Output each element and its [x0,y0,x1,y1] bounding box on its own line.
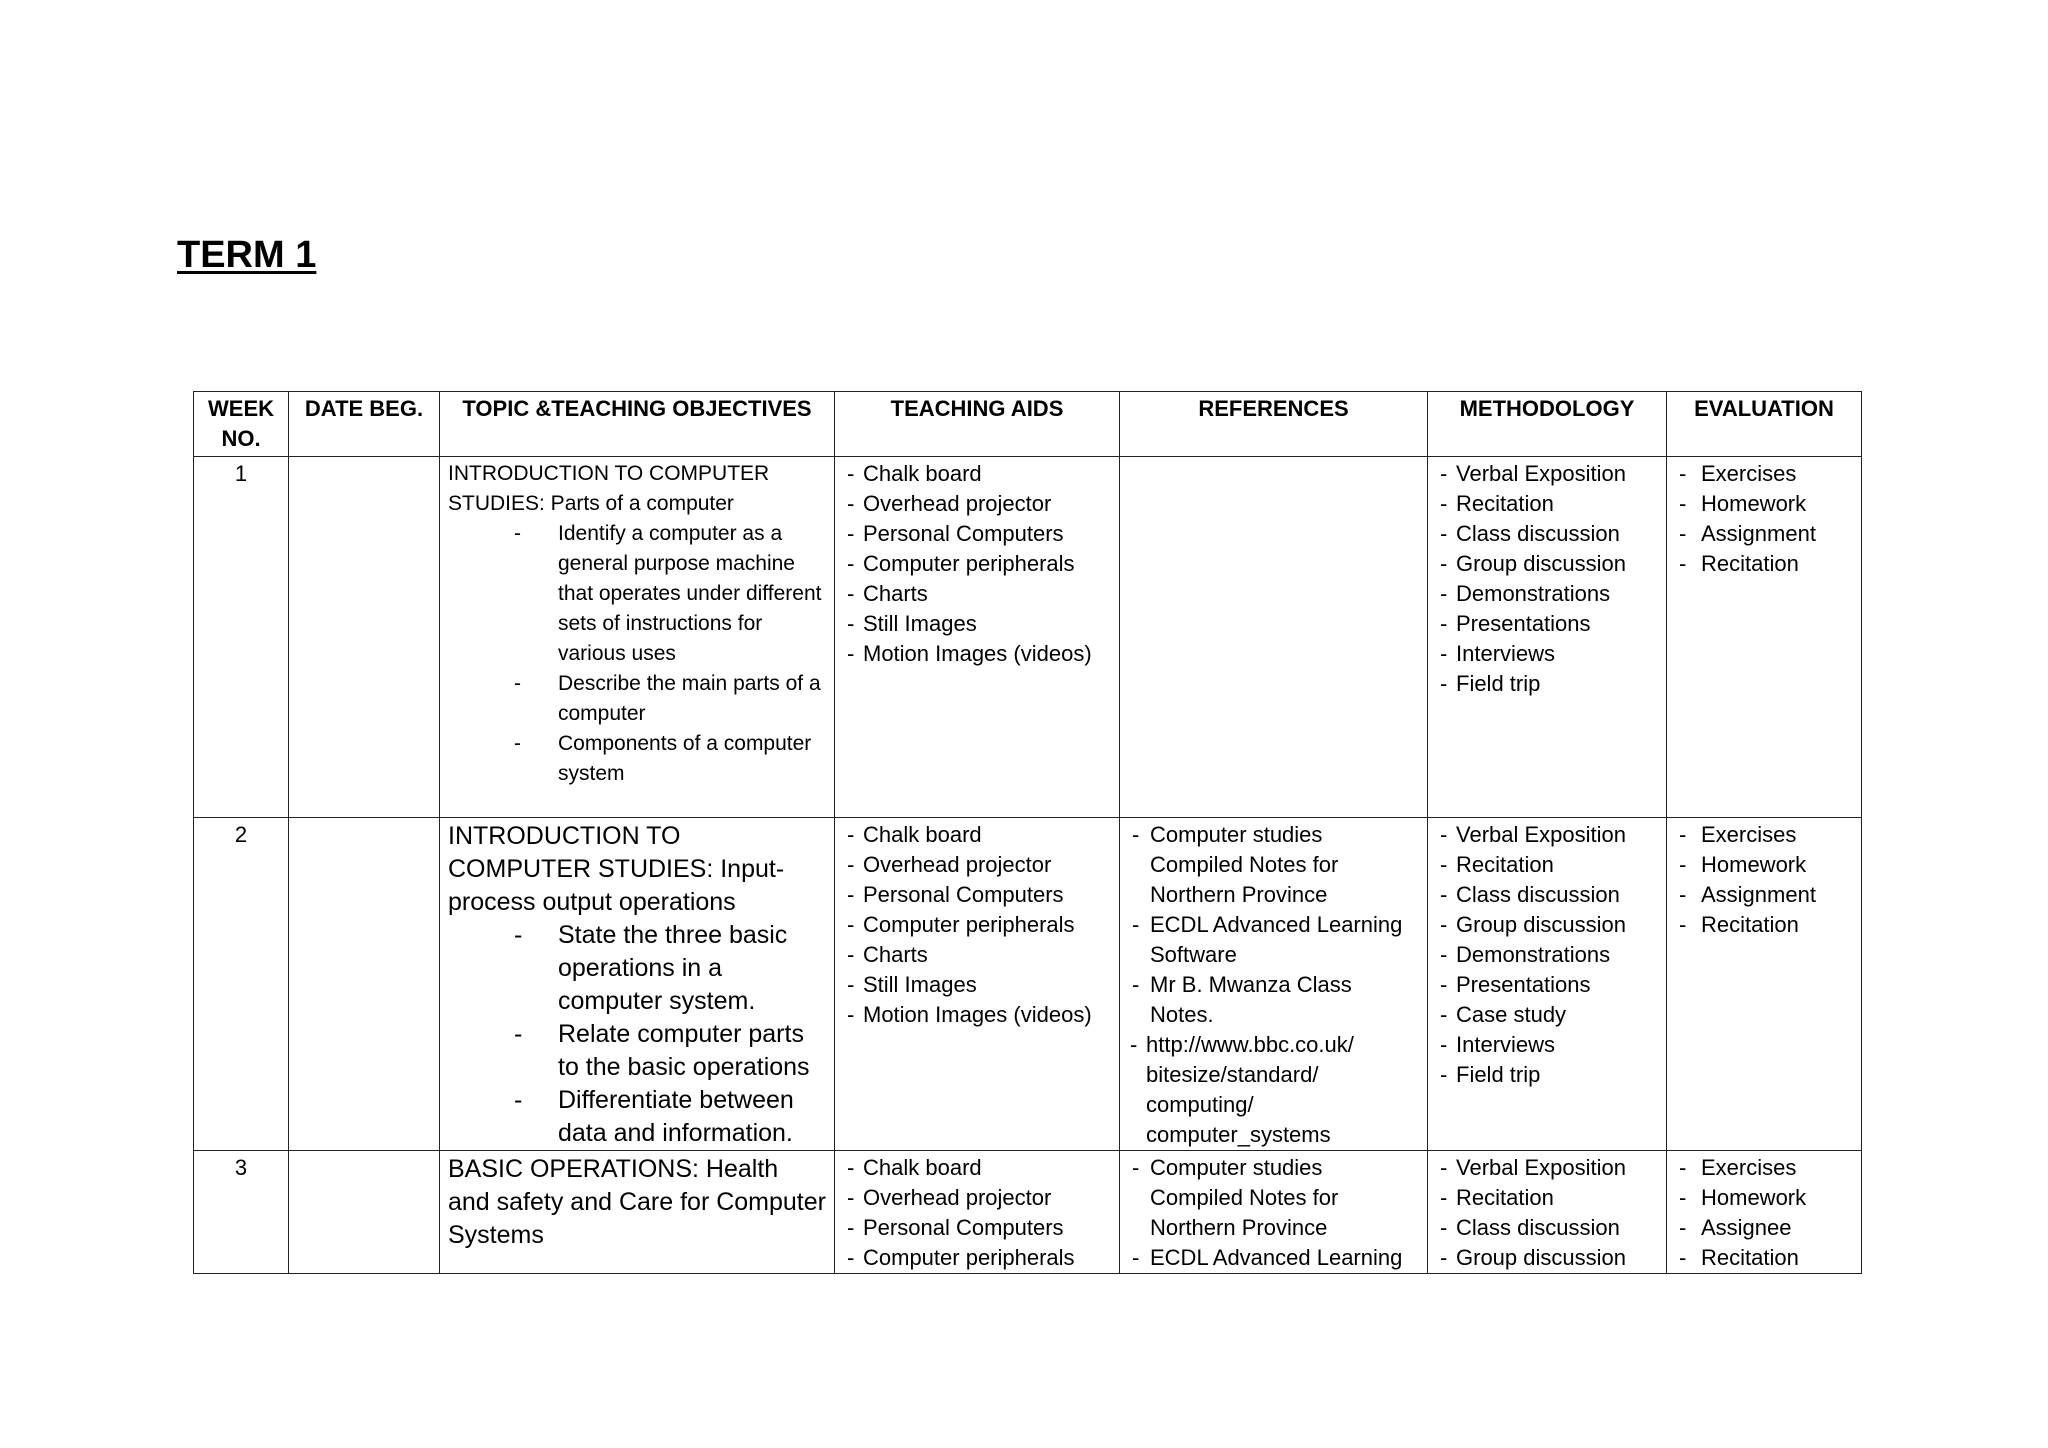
dash-bullet-icon: - [847,641,855,666]
dash-bullet-icon: - [847,822,855,847]
aids-text: Computer peripherals [863,912,1075,937]
dash-bullet-icon: - [847,581,855,606]
aids-text: Chalk board [863,1155,982,1180]
evaluation-item [1675,1153,1853,1183]
aids-text: Computer peripherals [863,551,1075,576]
aids-list [843,820,1111,1030]
aids-item [843,609,1111,639]
objective-text: Differentiate between data and information. [558,1086,794,1147]
topic-cell [440,1151,835,1274]
methodology-item [1436,850,1658,880]
methodology-text: Group discussion [1456,1245,1626,1270]
evaluation-text: Assignment [1701,882,1816,907]
aids-text: Chalk board [863,461,982,486]
dash-bullet-icon: - [1679,1215,1687,1240]
aids-item [843,519,1111,549]
evaluation-list [1675,820,1853,940]
references-item [1128,820,1419,910]
evaluation-item [1675,880,1853,910]
aids-text: Still Images [863,972,977,997]
dash-bullet-icon: - [847,1002,855,1027]
column-header-teaching-aids: TEACHING AIDS [835,392,1120,457]
methodology-item [1436,1060,1658,1090]
aids-text: Motion Images (videos) [863,641,1092,666]
week-number-cell: 2 [194,818,289,1151]
objectives-list [448,919,826,1150]
dash-bullet-icon: - [1440,1062,1448,1087]
dash-bullet-icon: - [1132,1245,1140,1270]
dash-bullet-icon: - [1440,942,1448,967]
dash-bullet-icon: - [847,1185,855,1210]
methodology-cell [1428,457,1667,818]
aids-item [843,1243,1111,1273]
references-text: ECDL Advanced Learning Software [1150,912,1403,967]
aids-item [843,459,1111,489]
aids-list [843,1153,1111,1273]
dash-bullet-icon: - [1440,1245,1448,1270]
methodology-item [1436,639,1658,669]
methodology-item [1436,970,1658,1000]
dash-bullet-icon: - [1440,1185,1448,1210]
aids-text: Chalk board [863,822,982,847]
column-header-references: REFERENCES [1120,392,1428,457]
dash-bullet-icon: - [1440,671,1448,696]
dash-bullet-icon: - [1679,822,1687,847]
column-header-topic: TOPIC &TEACHING OBJECTIVES [440,392,835,457]
methodology-text: Interviews [1456,1032,1556,1057]
dash-bullet-icon: - [1132,822,1140,847]
aids-text: Overhead projector [863,1185,1052,1210]
evaluation-item [1675,850,1853,880]
aids-item [843,1000,1111,1030]
references-text: Mr B. Mwanza Class Notes. [1150,972,1352,1027]
references-item [1128,910,1419,970]
week-number-cell: 3 [194,1151,289,1274]
methodology-text: Class discussion [1456,882,1620,907]
column-header-week: WEEK NO. [194,392,289,457]
objective-item [448,1018,826,1084]
aids-text: Computer peripherals [863,1245,1075,1270]
methodology-item [1436,489,1658,519]
dash-bullet-icon: - [1679,852,1687,877]
dash-bullet-icon: - [1679,882,1687,907]
dash-bullet-icon: - [514,1086,523,1114]
methodology-cell [1428,818,1667,1151]
aids-text: Personal Computers [863,1215,1064,1240]
teaching-aids-cell [835,457,1120,818]
dash-bullet-icon: - [1440,581,1448,606]
objective-text: Relate computer parts to the basic operations [558,1020,810,1081]
references-list [1128,1153,1419,1273]
aids-text: Motion Images (videos) [863,1002,1092,1027]
methodology-item [1436,1243,1658,1273]
aids-item [843,970,1111,1000]
methodology-cell [1428,1151,1667,1274]
topic-title: BASIC OPERATIONS: Health and safety and Care for Computer Systems [448,1155,826,1249]
column-header-evaluation: EVALUATION [1667,392,1862,457]
evaluation-item [1675,910,1853,940]
evaluation-item [1675,1183,1853,1213]
evaluation-text: Recitation [1701,551,1799,576]
date-begin-cell [289,1151,440,1274]
methodology-text: Class discussion [1456,521,1620,546]
objectives-list [448,519,826,789]
dash-bullet-icon: - [1440,611,1448,636]
objective-text: Identify a computer as a general purpose machine that operates under different sets of instructions for various uses [558,522,822,665]
dash-bullet-icon: - [1679,491,1687,516]
aids-item [843,549,1111,579]
teaching-aids-cell [835,1151,1120,1274]
column-header-methodology: METHODOLOGY [1428,392,1667,457]
aids-text: Overhead projector [863,852,1052,877]
dash-bullet-icon: - [1440,972,1448,997]
references-text: Computer studies Compiled Notes for Northern Province [1150,1155,1339,1240]
aids-item [843,639,1111,669]
aids-list [843,459,1111,669]
dash-bullet-icon: - [847,882,855,907]
scheme-of-work-table [193,391,1862,1274]
methodology-item [1436,459,1658,489]
methodology-item [1436,940,1658,970]
methodology-text: Case study [1456,1002,1567,1027]
date-begin-cell [289,818,440,1151]
objective-item [448,669,826,729]
teaching-aids-cell [835,818,1120,1151]
methodology-item [1436,669,1658,699]
methodology-item [1436,519,1658,549]
dash-bullet-icon: - [1679,912,1687,937]
evaluation-item [1675,1213,1853,1243]
evaluation-text: Recitation [1701,1245,1799,1270]
dash-bullet-icon: - [847,1215,855,1240]
aids-item [843,1153,1111,1183]
methodology-list [1436,459,1658,699]
dash-bullet-icon: - [847,491,855,516]
aids-text: Personal Computers [863,521,1064,546]
methodology-text: Demonstrations [1456,581,1611,606]
evaluation-list [1675,459,1853,579]
dash-bullet-icon: - [1440,521,1448,546]
methodology-text: Presentations [1456,611,1591,636]
methodology-item [1436,820,1658,850]
references-text: http://www.bbc.co.uk/ bitesize/standard/ computing/ computer_systems [1146,1032,1354,1147]
methodology-item [1436,1213,1658,1243]
references-cell [1120,1151,1428,1274]
dash-bullet-icon: - [1440,1215,1448,1240]
dash-bullet-icon: - [847,551,855,576]
references-item [1128,970,1419,1030]
table-row [194,457,1862,818]
methodology-list [1436,1153,1658,1273]
dash-bullet-icon: - [1679,1155,1687,1180]
evaluation-item [1675,459,1853,489]
methodology-item [1436,1153,1658,1183]
aids-item [843,489,1111,519]
methodology-text: Field trip [1456,671,1541,696]
evaluation-item [1675,519,1853,549]
evaluation-text: Exercises [1701,461,1797,486]
objective-item [448,919,826,1018]
references-item [1128,1243,1419,1273]
methodology-item [1436,880,1658,910]
evaluation-text: Homework [1701,1185,1807,1210]
objective-text: Describe the main parts of a computer [558,672,821,725]
dash-bullet-icon: - [1679,1185,1687,1210]
methodology-item [1436,910,1658,940]
dash-bullet-icon: - [1440,551,1448,576]
topic-title: INTRODUCTION TO COMPUTER STUDIES: Parts of a computer [448,462,770,515]
methodology-item [1436,609,1658,639]
objective-item [448,729,826,789]
date-begin-cell [289,457,440,818]
evaluation-text: Assignee [1701,1215,1792,1240]
dash-bullet-icon: - [1440,641,1448,666]
objective-item [448,519,826,669]
aids-text: Charts [863,581,928,606]
references-list [1128,820,1419,1150]
dash-bullet-icon: - [514,921,523,949]
evaluation-item [1675,1243,1853,1273]
methodology-text: Interviews [1456,641,1556,666]
dash-bullet-icon: - [847,611,855,636]
dash-bullet-icon: - [847,521,855,546]
evaluation-cell [1667,818,1862,1151]
aids-item [843,850,1111,880]
dash-bullet-icon: - [1440,882,1448,907]
objective-item [448,1084,826,1150]
methodology-text: Verbal Exposition [1456,461,1626,486]
aids-text: Charts [863,942,928,967]
methodology-item [1436,1030,1658,1060]
dash-bullet-icon: - [847,972,855,997]
topic-cell [440,457,835,818]
methodology-text: Verbal Exposition [1456,822,1626,847]
methodology-text: Class discussion [1456,1215,1620,1240]
dash-bullet-icon: - [1440,1155,1448,1180]
methodology-text: Group discussion [1456,551,1626,576]
evaluation-text: Exercises [1701,1155,1797,1180]
evaluation-list [1675,1153,1853,1273]
column-header-date: DATE BEG. [289,392,440,457]
aids-item [843,880,1111,910]
methodology-text: Recitation [1456,1185,1554,1210]
dash-bullet-icon: - [847,1155,855,1180]
page-title: TERM 1 [177,234,317,276]
dash-bullet-icon: - [1132,972,1140,997]
dash-bullet-icon: - [847,942,855,967]
aids-text: Still Images [863,611,977,636]
dash-bullet-icon: - [1440,822,1448,847]
dash-bullet-icon: - [1440,912,1448,937]
methodology-text: Field trip [1456,1062,1541,1087]
methodology-item [1436,549,1658,579]
methodology-text: Presentations [1456,972,1591,997]
dash-bullet-icon: - [1679,551,1687,576]
topic-title: INTRODUCTION TO COMPUTER STUDIES: Input-process output operations [448,822,785,916]
dash-bullet-icon: - [1132,912,1140,937]
methodology-text: Verbal Exposition [1456,1155,1626,1180]
dash-bullet-icon: - [1440,1002,1448,1027]
evaluation-text: Assignment [1701,521,1816,546]
dash-bullet-icon: - [847,1245,855,1270]
evaluation-text: Exercises [1701,822,1797,847]
dash-bullet-icon: - [1440,852,1448,877]
dash-bullet-icon: - [514,1020,523,1048]
references-text: Computer studies Compiled Notes for Northern Province [1150,822,1339,907]
aids-item [843,820,1111,850]
dash-bullet-icon: - [514,672,521,695]
dash-bullet-icon: - [1130,1032,1138,1057]
aids-item [843,1183,1111,1213]
dash-bullet-icon: - [1440,1032,1448,1057]
methodology-item [1436,1000,1658,1030]
references-cell [1120,457,1428,818]
aids-item [843,910,1111,940]
references-item [1128,1153,1419,1243]
evaluation-item [1675,820,1853,850]
dash-bullet-icon: - [847,852,855,877]
aids-item [843,1213,1111,1243]
dash-bullet-icon: - [1679,1245,1687,1270]
aids-item [843,579,1111,609]
aids-text: Personal Computers [863,882,1064,907]
evaluation-cell [1667,457,1862,818]
week-number-cell: 1 [194,457,289,818]
methodology-item [1436,1183,1658,1213]
evaluation-text: Homework [1701,852,1807,877]
evaluation-text: Recitation [1701,912,1799,937]
dash-bullet-icon: - [1440,461,1448,486]
evaluation-text: Homework [1701,491,1807,516]
methodology-text: Recitation [1456,491,1554,516]
references-text: ECDL Advanced Learning [1150,1245,1403,1270]
table-row [194,818,1862,1151]
evaluation-cell [1667,1151,1862,1274]
methodology-text: Recitation [1456,852,1554,877]
aids-item [843,940,1111,970]
methodology-text: Group discussion [1456,912,1626,937]
dash-bullet-icon: - [514,732,521,755]
objective-text: State the three basic operations in a computer system. [558,921,788,1015]
topic-cell [440,818,835,1151]
evaluation-item [1675,489,1853,519]
table-header-row [194,392,1862,457]
objective-text: Components of a computer system [558,732,812,785]
dash-bullet-icon: - [847,912,855,937]
evaluation-item [1675,549,1853,579]
methodology-item [1436,579,1658,609]
dash-bullet-icon: - [847,461,855,486]
dash-bullet-icon: - [1679,521,1687,546]
dash-bullet-icon: - [514,522,521,545]
methodology-list [1436,820,1658,1090]
table-row [194,1151,1862,1274]
dash-bullet-icon: - [1679,461,1687,486]
references-cell [1120,818,1428,1151]
dash-bullet-icon: - [1440,491,1448,516]
aids-text: Overhead projector [863,491,1052,516]
references-item [1128,1030,1419,1150]
dash-bullet-icon: - [1132,1155,1140,1180]
methodology-text: Demonstrations [1456,942,1611,967]
